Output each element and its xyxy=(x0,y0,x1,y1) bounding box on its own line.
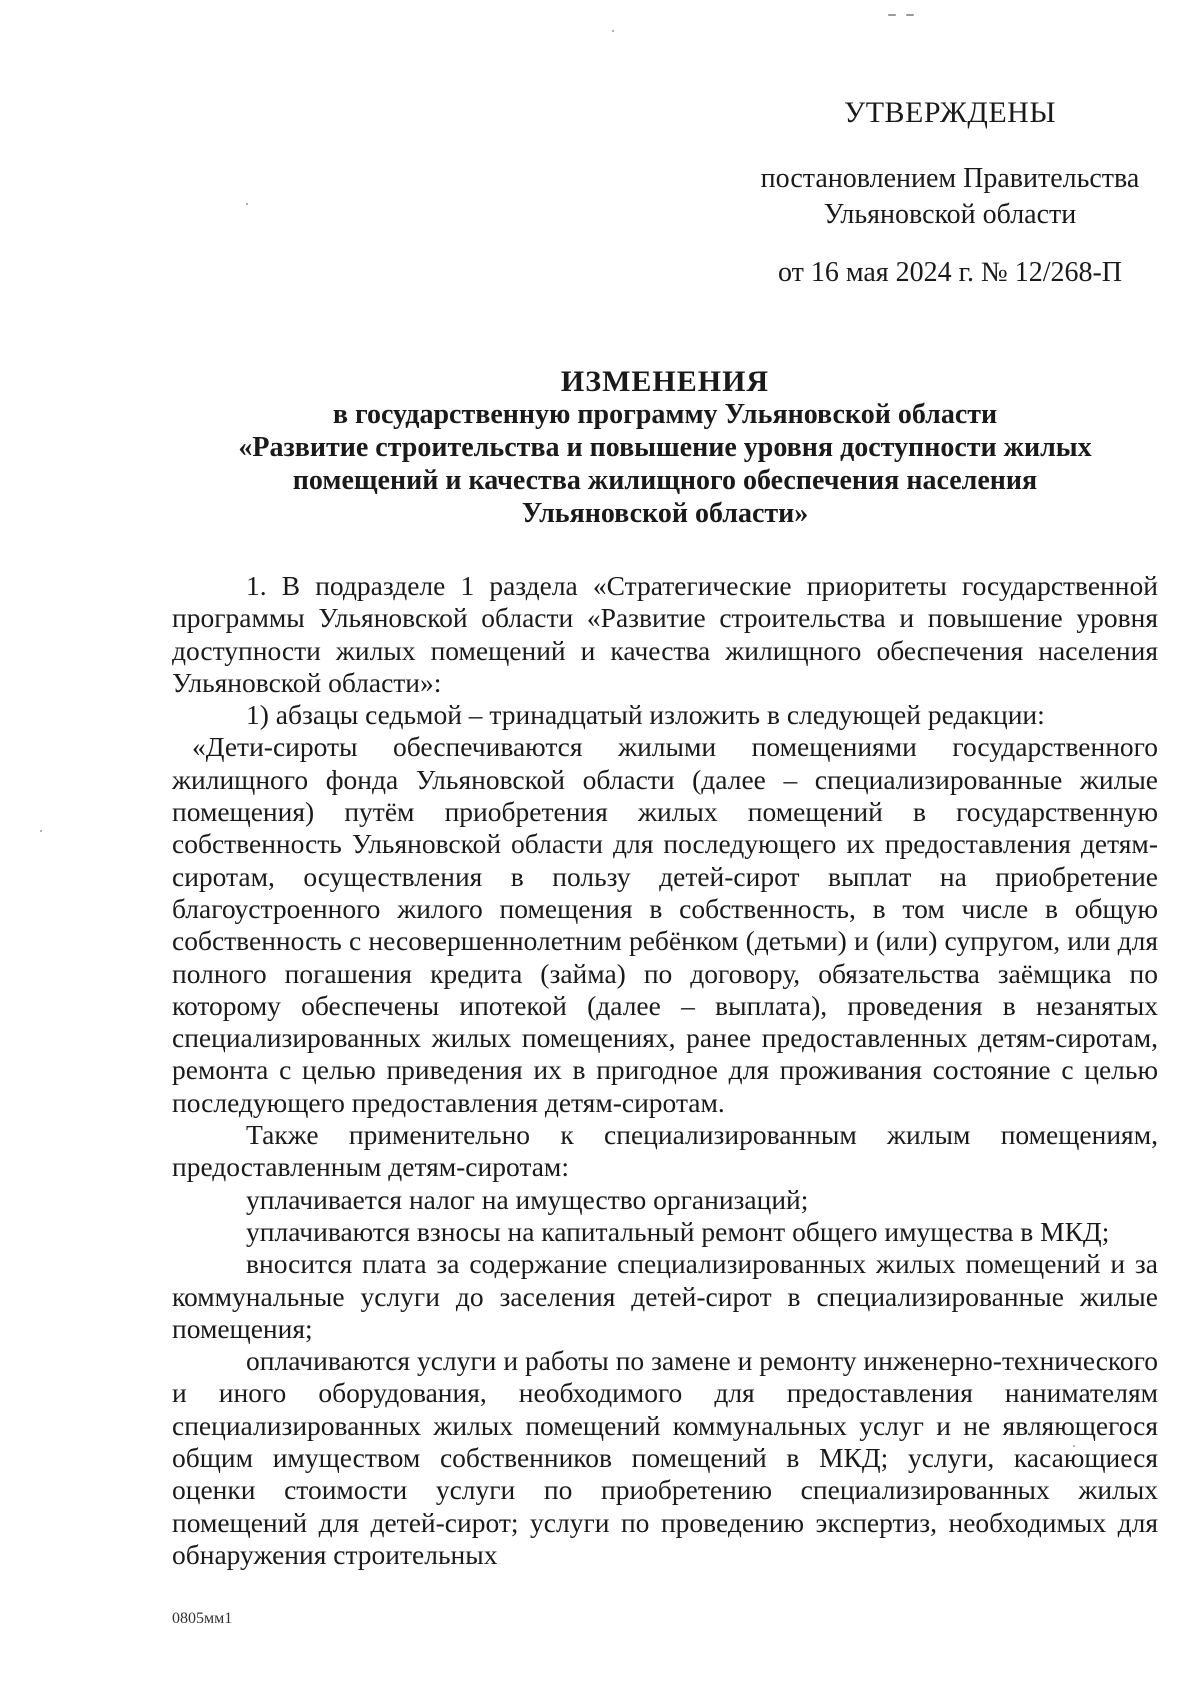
document-body xyxy=(172,570,1158,1571)
title-line-2: «Развитие строительства и повышение уровня доступности жилых xyxy=(238,432,1092,463)
scan-speck xyxy=(40,830,42,832)
scan-speck xyxy=(246,203,248,205)
scan-speck xyxy=(906,14,914,16)
paragraph-7: вносится плата за содержание специализированных жилых помещений и за коммунальные услуги до заселения детей-сирот в специализированные жилые помещения; xyxy=(172,1248,1158,1344)
resolution-date-number: от 16 мая 2024 г. № 12/268-П xyxy=(777,257,1123,288)
paragraph-5: уплачивается налог на имущество организаций; xyxy=(246,1183,809,1215)
approval-block xyxy=(740,95,1160,291)
paragraph-3: «Дети-сироты обеспечиваются жилыми помещениями государственного жилищного фонда Ульяновской области (далее – специализированные жилые помещения) путём приобретения жилых помещений в государственную собственность Ульяновской области для последующего их предоставления детям-сиротам, осуществления в пользу детей-сирот выплат на приобретение благоустроенного жилого помещения в собственность, в том числе в общую собственность с несовершеннолетним ребёнком (детьми) и (или) супругом, или для полного погашения кредита (займа) по договору, обязательства заёмщика по которому обеспечены ипотекой (далее – выплата), проведения в незанятых специализированных жилых помещениях, ранее предоставленных детям-сиротам, ремонта с целью приведения их в пригодное для проживания состояние с целью последующего предоставления детям-сиротам. xyxy=(172,731,1158,1118)
footer-code: 0805мм1 xyxy=(172,1610,233,1627)
paragraph-2: 1) абзацы седьмой – тринадцатый изложить в следующей редакции: xyxy=(246,699,1045,731)
paragraph-4: Также применительно к специализированным жилым помещениям, предоставленным детям-сиротам: xyxy=(172,1119,1158,1183)
scan-speck xyxy=(612,30,614,32)
resolution-line-2: Ульяновской области xyxy=(823,199,1077,230)
paragraph-6: уплачиваются взносы на капитальный ремонт общего имущества в МКД; xyxy=(246,1215,1110,1247)
paragraph-8: оплачиваются услуги и работы по замене и ремонту инженерно-технического и иного оборудования, необходимого для предоставления нанимателям специализированных жилых помещений коммунальных услуг и не являющегося общим имуществом собственников помещений в МКД; услуги, касающиеся оценки стоимости услуги по приобретению специализированных жилых помещений для детей-сирот; услуги по проведению экспертиз, необходимых для обнаружения строительных xyxy=(172,1345,1158,1570)
resolution-line-1: постановлением Правительства xyxy=(760,163,1140,194)
title-line-3: помещений и качества жилищного обеспечения населения xyxy=(292,465,1038,496)
scan-speck xyxy=(888,14,896,16)
title-line-4: Ульяновской области» xyxy=(521,498,809,529)
paragraph-1: 1. В подразделе 1 раздела «Стратегические приоритеты государственной программы Ульяновской области «Развитие строительства и повышение уровня доступности жилых помещений и качества жилищного обеспечения населения Ульяновской области»: xyxy=(172,570,1158,698)
title-line-1: в государственную программу Ульяновской области xyxy=(332,399,998,430)
title-heading: ИЗМЕНЕНИЯ xyxy=(560,365,770,398)
document-title xyxy=(170,365,1160,530)
approved-label: УТВЕРЖДЕНЫ xyxy=(843,96,1057,129)
